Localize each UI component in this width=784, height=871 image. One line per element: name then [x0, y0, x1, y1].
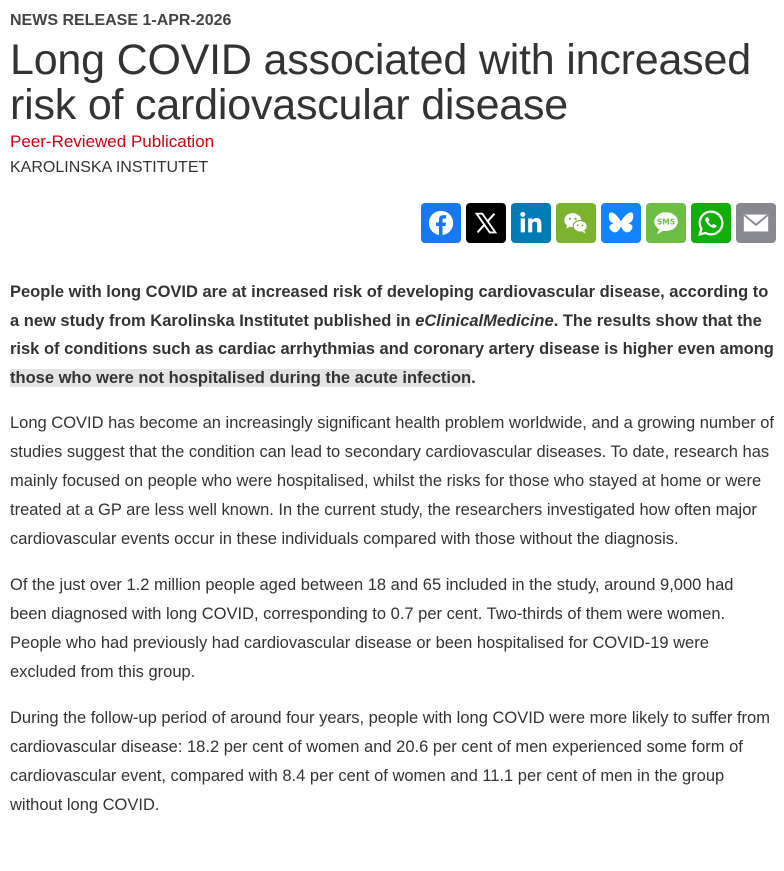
share-sms-button[interactable]	[646, 203, 686, 243]
linkedin-icon	[516, 208, 546, 238]
x-icon	[471, 208, 501, 238]
lead-text-3: .	[471, 368, 476, 387]
release-date: 1-APR-2026	[142, 12, 232, 29]
lead-text-2: . The results show that the risk of conditions such as cardiac arrhythmias and coronary artery disease is higher even among	[10, 311, 774, 358]
lead-paragraph	[10, 278, 774, 392]
institution-name: KAROLINSKA INSTITUTET	[10, 159, 209, 176]
bluesky-icon	[606, 208, 636, 238]
share-x-button[interactable]	[466, 203, 506, 243]
whatsapp-icon	[696, 208, 726, 238]
email-icon	[741, 208, 771, 238]
highlighted-text: those who were not hospitalised during the acute infection	[10, 368, 472, 387]
publication-type-link[interactable]: Peer-Reviewed Publication	[10, 132, 215, 151]
facebook-icon	[426, 208, 456, 238]
wechat-icon	[561, 208, 591, 238]
share-whatsapp-button[interactable]	[691, 203, 731, 243]
svg-text:SMS: SMS	[656, 217, 676, 227]
share-linkedin-button[interactable]	[511, 203, 551, 243]
share-bluesky-button[interactable]	[601, 203, 641, 243]
share-bar	[10, 203, 776, 243]
body-paragraph-2: Of the just over 1.2 million people aged between 18 and 65 included in the study, around 9,000 had been diagnosed with long COVID, corresponding to 0.7 per cent. Two-thirds of them were women. People who had previously had cardiovascular disease or been hospitalised for COVID-19 were excluded from this group.	[10, 576, 734, 681]
release-prefix: NEWS RELEASE	[10, 12, 139, 29]
journal-name: eClinicalMedicine	[415, 311, 554, 330]
share-facebook-button[interactable]	[421, 203, 461, 243]
body-paragraph-3: During the follow-up period of around four years, people with long COVID were more likely to suffer from cardiovascular disease: 18.2 per cent of women and 20.6 per cent of men experienced some form of cardiovascular event, compared with 8.4 per cent of women and 11.1 per cent of men in the group without long COVID.	[10, 709, 770, 814]
lead-text-1: People with long COVID are at increased risk of developing cardiovascular disease, according to a new study from Karolinska Institutet published in	[10, 283, 769, 330]
release-line	[10, 12, 774, 30]
body-paragraph-1: Long COVID has become an increasingly significant health problem worldwide, and a growing number of studies suggest that the condition can lead to secondary cardiovascular diseases. To date, research has mainly focused on people who were hospitalised, whilst the risks for those who stayed at home or were treated at a GP are less well known. In the current study, the researchers investigated how often major cardiovascular events occur in these individuals compared with those without the diagnosis.	[10, 414, 775, 548]
page-title: Long COVID associated with increased risk of cardiovascular disease	[10, 36, 751, 129]
share-wechat-button[interactable]	[556, 203, 596, 243]
share-email-button[interactable]	[736, 203, 776, 243]
sms-icon	[651, 208, 681, 238]
news-article	[0, 12, 784, 820]
